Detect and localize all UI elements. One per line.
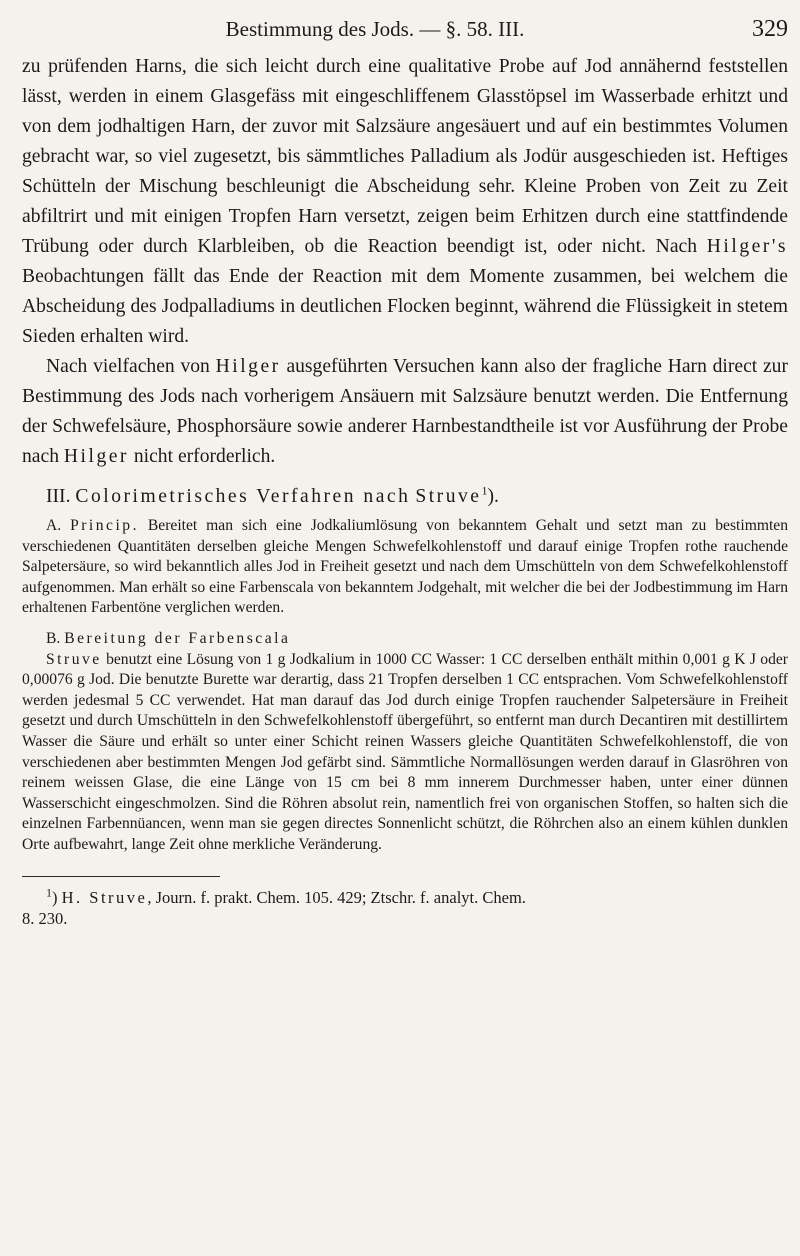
paragraph-1 bbox=[22, 52, 788, 352]
footnote: $^1$) H. Struve, Journ. f. prakt. Chem. 105. 429; Ztschr. f. analyt. Chem. 8. 230. bbox=[46, 887, 788, 929]
page-body bbox=[22, 52, 788, 929]
footnote-text: , Journ. f. prakt. Chem. 105. 429; Ztschr. f. analyt. Chem. bbox=[147, 887, 526, 907]
subsection-a-heading: Princip. bbox=[70, 517, 140, 534]
section-heading bbox=[46, 482, 788, 512]
paragraph-1-continuation: Beobachtungen fällt das Ende der Reaction mit dem Momente zusammen, bei welchem die Abscheidung des Jodpalladiums in deutlichen Flocken beginnt, während die Flüssigkeit in stetem Sieden erhalten wird. bbox=[22, 266, 788, 347]
footnote-continuation: 8. 230. bbox=[22, 908, 68, 928]
footnote-rule bbox=[22, 876, 220, 877]
paragraph-1-text: zu prüfenden Harns, die sich leicht durch eine qualitative Probe auf Jod annähernd feststellen lässt, werden in einem Glasgefäss mit eingeschliffenem Glasstöpsel im Wasserbade erhitzt und von dem jodhaltigen Harn, der zuvor mit Salzsäure angesäuert und auf ein bestimmtes Volumen gebracht war, so viel zugesetzt, bis sämmtliches Palladium als Jodür ausgeschieden ist. Heftiges Schütteln der Mischung beschleunigt die Abscheidung sehr. Kleine Proben von Zeit zu Zeit abfiltrirt und mit einigen Tropfen Harn versetzt, zeigen beim Erhitzen durch eine stattfindende Trübung oder durch Klarbleiben, ob die Reaction beendigt ist, oder nicht. Nach bbox=[22, 56, 788, 257]
subsection-a bbox=[22, 516, 788, 619]
name-hilger-possessive: Hilger's bbox=[706, 236, 788, 257]
subsection-b-author: Struve bbox=[46, 650, 102, 668]
subsection-b-label: B. bbox=[46, 629, 61, 647]
running-header bbox=[22, 14, 788, 44]
section-suffix: ). bbox=[487, 486, 499, 507]
section-numeral: III. bbox=[46, 486, 71, 507]
paragraph-2-end: nicht erforderlich. bbox=[133, 446, 276, 467]
paragraph-2 bbox=[22, 352, 788, 472]
section-title: Colorimetrisches Verfahren nach bbox=[75, 486, 411, 507]
subsection-a-label: A. bbox=[46, 517, 62, 534]
subsection-a-text: Bereitet man sich eine Jodkaliumlösung von bekanntem Gehalt und setzt man zu bestimmten verschiedenen Quantitäten derselben gleiche Mengen Schwefelkohlenstoff und darauf einige Tropfen rothe rauchende Salpetersäure, so wird bekanntlich alles Jod in Freiheit gesetzt und nach dem Umschütteln von dem Schwefelkohlenstoff aufgenommen. Man erhält so eine Farbenscala von bekanntem Jodgehalt, mit welcher die bei der Jodbestimmung im Harn erhaltenen Farbentöne verglichen werden. bbox=[22, 517, 789, 617]
name-hilger: Hilger bbox=[215, 356, 281, 377]
subsection-b bbox=[22, 650, 788, 856]
running-title: Bestimmung des Jods. — §. 58. III. bbox=[225, 17, 525, 41]
subsection-b-heading: Bereitung der Farbenscala bbox=[64, 629, 291, 647]
page-number: 329 bbox=[752, 16, 788, 42]
paragraph-2-continuation: ausgeführten Versuchen kann also der fragliche Harn direct zur Bestimmung des Jods nach vorherigem Ansäuern mit Salzsäure benutzt werden. Die Entfernung der Schwefelsäure, Phosphorsäure sowie anderer Harnbestandtheile ist vor Ausführung der Probe nach bbox=[22, 356, 789, 467]
footnote-author: H. Struve bbox=[61, 887, 148, 907]
paragraph-2-text: Nach vielfachen von bbox=[46, 356, 210, 377]
footnote-mark: 1 bbox=[46, 885, 52, 899]
footnote-ref: 1 bbox=[481, 483, 488, 498]
subsection-b-heading-line bbox=[46, 629, 788, 650]
name-hilger-2: Hilger bbox=[63, 446, 129, 467]
section-author: Struve bbox=[415, 486, 482, 507]
subsection-b-text: benutzt eine Lösung von 1 g Jodkalium in 1000 CC Wasser: 1 CC derselben enthält mithin 0,001 g K J oder 0,00076 g Jod. Die benutzte Burette war derartig, dass 21 Tropfen derselben 1 CC entsprachen. Vom Schwefelkohlenstoff werden jedesmal 5 CC verwendet. Hat man darauf das Jod durch einige Tropfen rauchender Salpetersäure in Freiheit gesetzt und durch Umschütteln in den Schwefelkohlenstoff übergeführt, so entfernt man durch Decantiren mit destillirtem Wasser die Säure und erhält so unter einer Schicht reinen Wassers gleiche Quantitäten Schwefelkohlenstoff, die von verschiedenen aber bestimmten Mengen Jod gefärbt sind. Sämmtliche Normallösungen werden darauf in Glasröhren von reinem weissen Glase, die eine Länge von 15 cm bei 8 mm innerem Durchmesser haben, unter einer dünnen Wasserschicht eingeschmolzen. Sind die Röhren absolut rein, namentlich frei von organischen Stoffen, so halten sich die einzelnen Farbennüancen, wenn man sie gegen directes Sonnenlicht schützt, die Röhrchen also an einem kühlen dunklen Orte aufbewahrt, lange Zeit ohne merkliche Veränderung. bbox=[22, 650, 788, 853]
